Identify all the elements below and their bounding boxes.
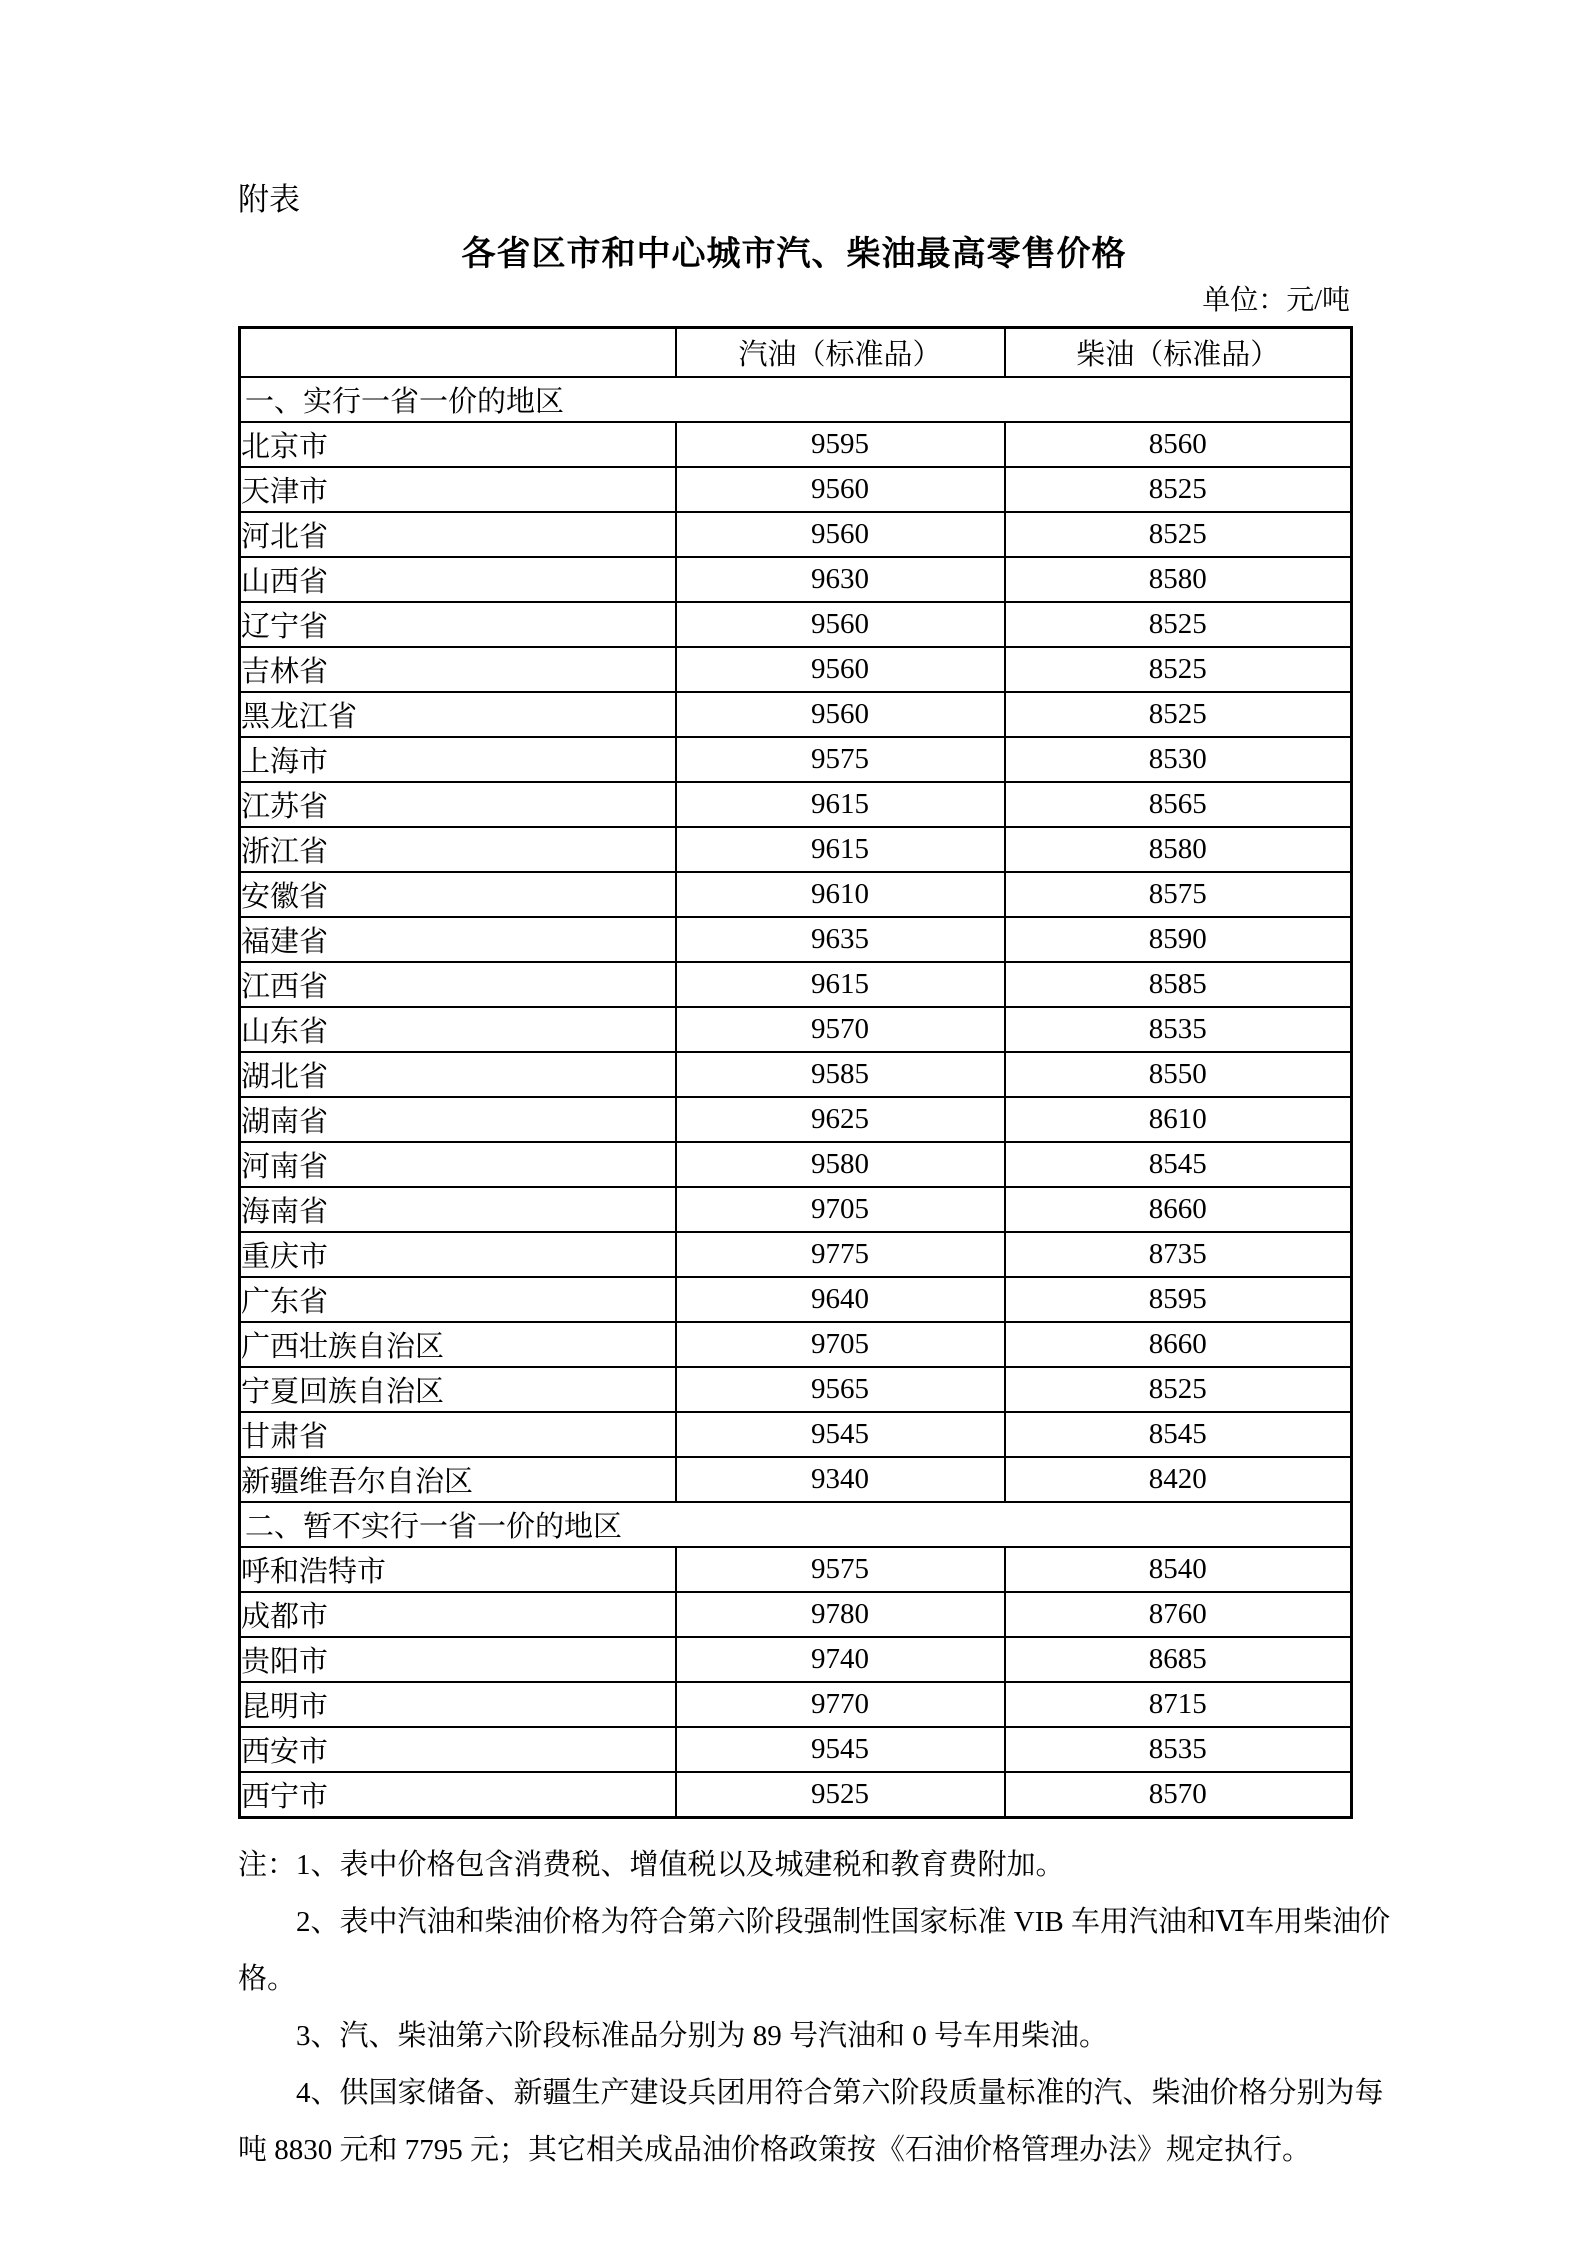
table-row	[240, 872, 1352, 917]
gasoline-cell: 9640	[676, 1277, 1005, 1322]
price-table-body	[240, 328, 1352, 1818]
diesel-cell: 8545	[1005, 1412, 1352, 1457]
price-table	[238, 326, 1353, 1819]
gasoline-cell: 9545	[676, 1412, 1005, 1457]
unit-label: 单位：元/吨	[1202, 285, 1350, 316]
gasoline-cell: 9560	[676, 467, 1005, 512]
table-row	[240, 1637, 1352, 1682]
diesel-cell: 8760	[1005, 1592, 1352, 1637]
region-cell: 重庆市	[240, 1232, 676, 1277]
diesel-cell: 8570	[1005, 1772, 1352, 1818]
section-header-row	[240, 1502, 1352, 1547]
gasoline-cell: 9575	[676, 1547, 1005, 1592]
diesel-cell: 8715	[1005, 1682, 1352, 1727]
diesel-cell: 8685	[1005, 1637, 1352, 1682]
table-row	[240, 782, 1352, 827]
diesel-cell: 8575	[1005, 872, 1352, 917]
table-row	[240, 1097, 1352, 1142]
region-cell: 北京市	[240, 422, 676, 467]
region-cell: 海南省	[240, 1187, 676, 1232]
section-header-row	[240, 377, 1352, 422]
region-cell: 辽宁省	[240, 602, 676, 647]
diesel-cell: 8585	[1005, 962, 1352, 1007]
gasoline-cell: 9560	[676, 512, 1005, 557]
section-header: 二、暂不实行一省一价的地区	[240, 1502, 1352, 1547]
region-cell: 河南省	[240, 1142, 676, 1187]
region-cell: 吉林省	[240, 647, 676, 692]
diesel-cell: 8545	[1005, 1142, 1352, 1187]
gasoline-cell: 9565	[676, 1367, 1005, 1412]
gasoline-cell: 9525	[676, 1772, 1005, 1818]
gasoline-cell: 9705	[676, 1322, 1005, 1367]
diesel-cell: 8560	[1005, 422, 1352, 467]
region-cell: 湖北省	[240, 1052, 676, 1097]
diesel-cell: 8540	[1005, 1547, 1352, 1592]
diesel-cell: 8565	[1005, 782, 1352, 827]
region-cell: 甘肃省	[240, 1412, 676, 1457]
diesel-cell: 8525	[1005, 512, 1352, 557]
gasoline-cell: 9595	[676, 422, 1005, 467]
region-cell: 天津市	[240, 467, 676, 512]
table-row	[240, 1772, 1352, 1818]
diesel-cell: 8595	[1005, 1277, 1352, 1322]
region-cell: 西安市	[240, 1727, 676, 1772]
table-row	[240, 1412, 1352, 1457]
header-cell-diesel: 柴油（标准品）	[1005, 328, 1352, 378]
gasoline-cell: 9340	[676, 1457, 1005, 1502]
table-row	[240, 1547, 1352, 1592]
table-row	[240, 1367, 1352, 1412]
gasoline-cell: 9780	[676, 1592, 1005, 1637]
table-row	[240, 422, 1352, 467]
table-row	[240, 467, 1352, 512]
diesel-cell: 8550	[1005, 1052, 1352, 1097]
note-line-4: 4、供国家储备、新疆生产建设兵团用符合第六阶段质量标准的汽、柴油价格分别为每	[296, 2077, 1384, 2109]
note-line-1: 注：1、表中价格包含消费税、增值税以及城建税和教育费附加。	[238, 1849, 1065, 1881]
gasoline-cell: 9615	[676, 782, 1005, 827]
region-cell: 江西省	[240, 962, 676, 1007]
region-cell: 成都市	[240, 1592, 676, 1637]
gasoline-cell: 9575	[676, 737, 1005, 782]
diesel-cell: 8535	[1005, 1727, 1352, 1772]
gasoline-cell: 9560	[676, 647, 1005, 692]
table-row	[240, 512, 1352, 557]
region-cell: 安徽省	[240, 872, 676, 917]
diesel-cell: 8525	[1005, 692, 1352, 737]
region-cell: 广西壮族自治区	[240, 1322, 676, 1367]
table-row	[240, 1457, 1352, 1502]
table-row	[240, 737, 1352, 782]
note-line-4b: 吨 8830 元和 7795 元；其它相关成品油价格政策按《石油价格管理办法》规定执行。	[238, 2134, 1312, 2166]
table-row	[240, 1277, 1352, 1322]
table-row	[240, 557, 1352, 602]
region-cell: 山西省	[240, 557, 676, 602]
table-row	[240, 962, 1352, 1007]
page-title: 各省区市和中心城市汽、柴油最高零售价格	[461, 235, 1127, 273]
diesel-cell: 8525	[1005, 647, 1352, 692]
document-content	[238, 180, 1391, 2179]
table-header-row	[240, 328, 1352, 378]
note-line-3: 3、汽、柴油第六阶段标准品分别为 89 号汽油和 0 号车用柴油。	[296, 2020, 1109, 2052]
region-cell: 湖南省	[240, 1097, 676, 1142]
table-row	[240, 1592, 1352, 1637]
gasoline-cell: 9775	[676, 1232, 1005, 1277]
region-cell: 宁夏回族自治区	[240, 1367, 676, 1412]
region-cell: 浙江省	[240, 827, 676, 872]
region-cell: 呼和浩特市	[240, 1547, 676, 1592]
diesel-cell: 8735	[1005, 1232, 1352, 1277]
diesel-cell: 8525	[1005, 467, 1352, 512]
region-cell: 江苏省	[240, 782, 676, 827]
region-cell: 广东省	[240, 1277, 676, 1322]
table-row	[240, 917, 1352, 962]
table-row	[240, 602, 1352, 647]
region-cell: 黑龙江省	[240, 692, 676, 737]
attachment-label: 附表	[238, 182, 300, 217]
gasoline-cell: 9705	[676, 1187, 1005, 1232]
note-line-2b: 格。	[238, 1963, 297, 1995]
region-cell: 新疆维吾尔自治区	[240, 1457, 676, 1502]
gasoline-cell: 9585	[676, 1052, 1005, 1097]
gasoline-cell: 9560	[676, 602, 1005, 647]
region-cell: 昆明市	[240, 1682, 676, 1727]
gasoline-cell: 9740	[676, 1637, 1005, 1682]
diesel-cell: 8660	[1005, 1187, 1352, 1232]
region-cell: 上海市	[240, 737, 676, 782]
table-row	[240, 1187, 1352, 1232]
diesel-cell: 8525	[1005, 1367, 1352, 1412]
diesel-cell: 8535	[1005, 1007, 1352, 1052]
gasoline-cell: 9635	[676, 917, 1005, 962]
diesel-cell: 8590	[1005, 917, 1352, 962]
diesel-cell: 8580	[1005, 827, 1352, 872]
table-row	[240, 692, 1352, 737]
diesel-cell: 8660	[1005, 1322, 1352, 1367]
region-cell: 福建省	[240, 917, 676, 962]
region-cell: 山东省	[240, 1007, 676, 1052]
gasoline-cell: 9570	[676, 1007, 1005, 1052]
gasoline-cell: 9545	[676, 1727, 1005, 1772]
table-row	[240, 647, 1352, 692]
diesel-cell: 8420	[1005, 1457, 1352, 1502]
table-row	[240, 1322, 1352, 1367]
table-row	[240, 1727, 1352, 1772]
gasoline-cell: 9580	[676, 1142, 1005, 1187]
table-row	[240, 1052, 1352, 1097]
table-row	[240, 1232, 1352, 1277]
table-row	[240, 1682, 1352, 1727]
note-line-2: 2、表中汽油和柴油价格为符合第六阶段强制性国家标准 VIB 车用汽油和Ⅵ车用柴油价	[296, 1906, 1391, 1938]
gasoline-cell: 9770	[676, 1682, 1005, 1727]
diesel-cell: 8525	[1005, 602, 1352, 647]
header-cell-gasoline: 汽油（标准品）	[676, 328, 1005, 378]
region-cell: 贵阳市	[240, 1637, 676, 1682]
gasoline-cell: 9610	[676, 872, 1005, 917]
diesel-cell: 8530	[1005, 737, 1352, 782]
region-cell: 西宁市	[240, 1772, 676, 1818]
diesel-cell: 8610	[1005, 1097, 1352, 1142]
gasoline-cell: 9560	[676, 692, 1005, 737]
gasoline-cell: 9630	[676, 557, 1005, 602]
header-cell-region	[240, 328, 676, 378]
table-row	[240, 1007, 1352, 1052]
gasoline-cell: 9625	[676, 1097, 1005, 1142]
diesel-cell: 8580	[1005, 557, 1352, 602]
section-header: 一、实行一省一价的地区	[240, 377, 1352, 422]
gasoline-cell: 9615	[676, 962, 1005, 1007]
region-cell: 河北省	[240, 512, 676, 557]
table-row	[240, 1142, 1352, 1187]
gasoline-cell: 9615	[676, 827, 1005, 872]
notes-block	[238, 1837, 1391, 2179]
table-row	[240, 827, 1352, 872]
